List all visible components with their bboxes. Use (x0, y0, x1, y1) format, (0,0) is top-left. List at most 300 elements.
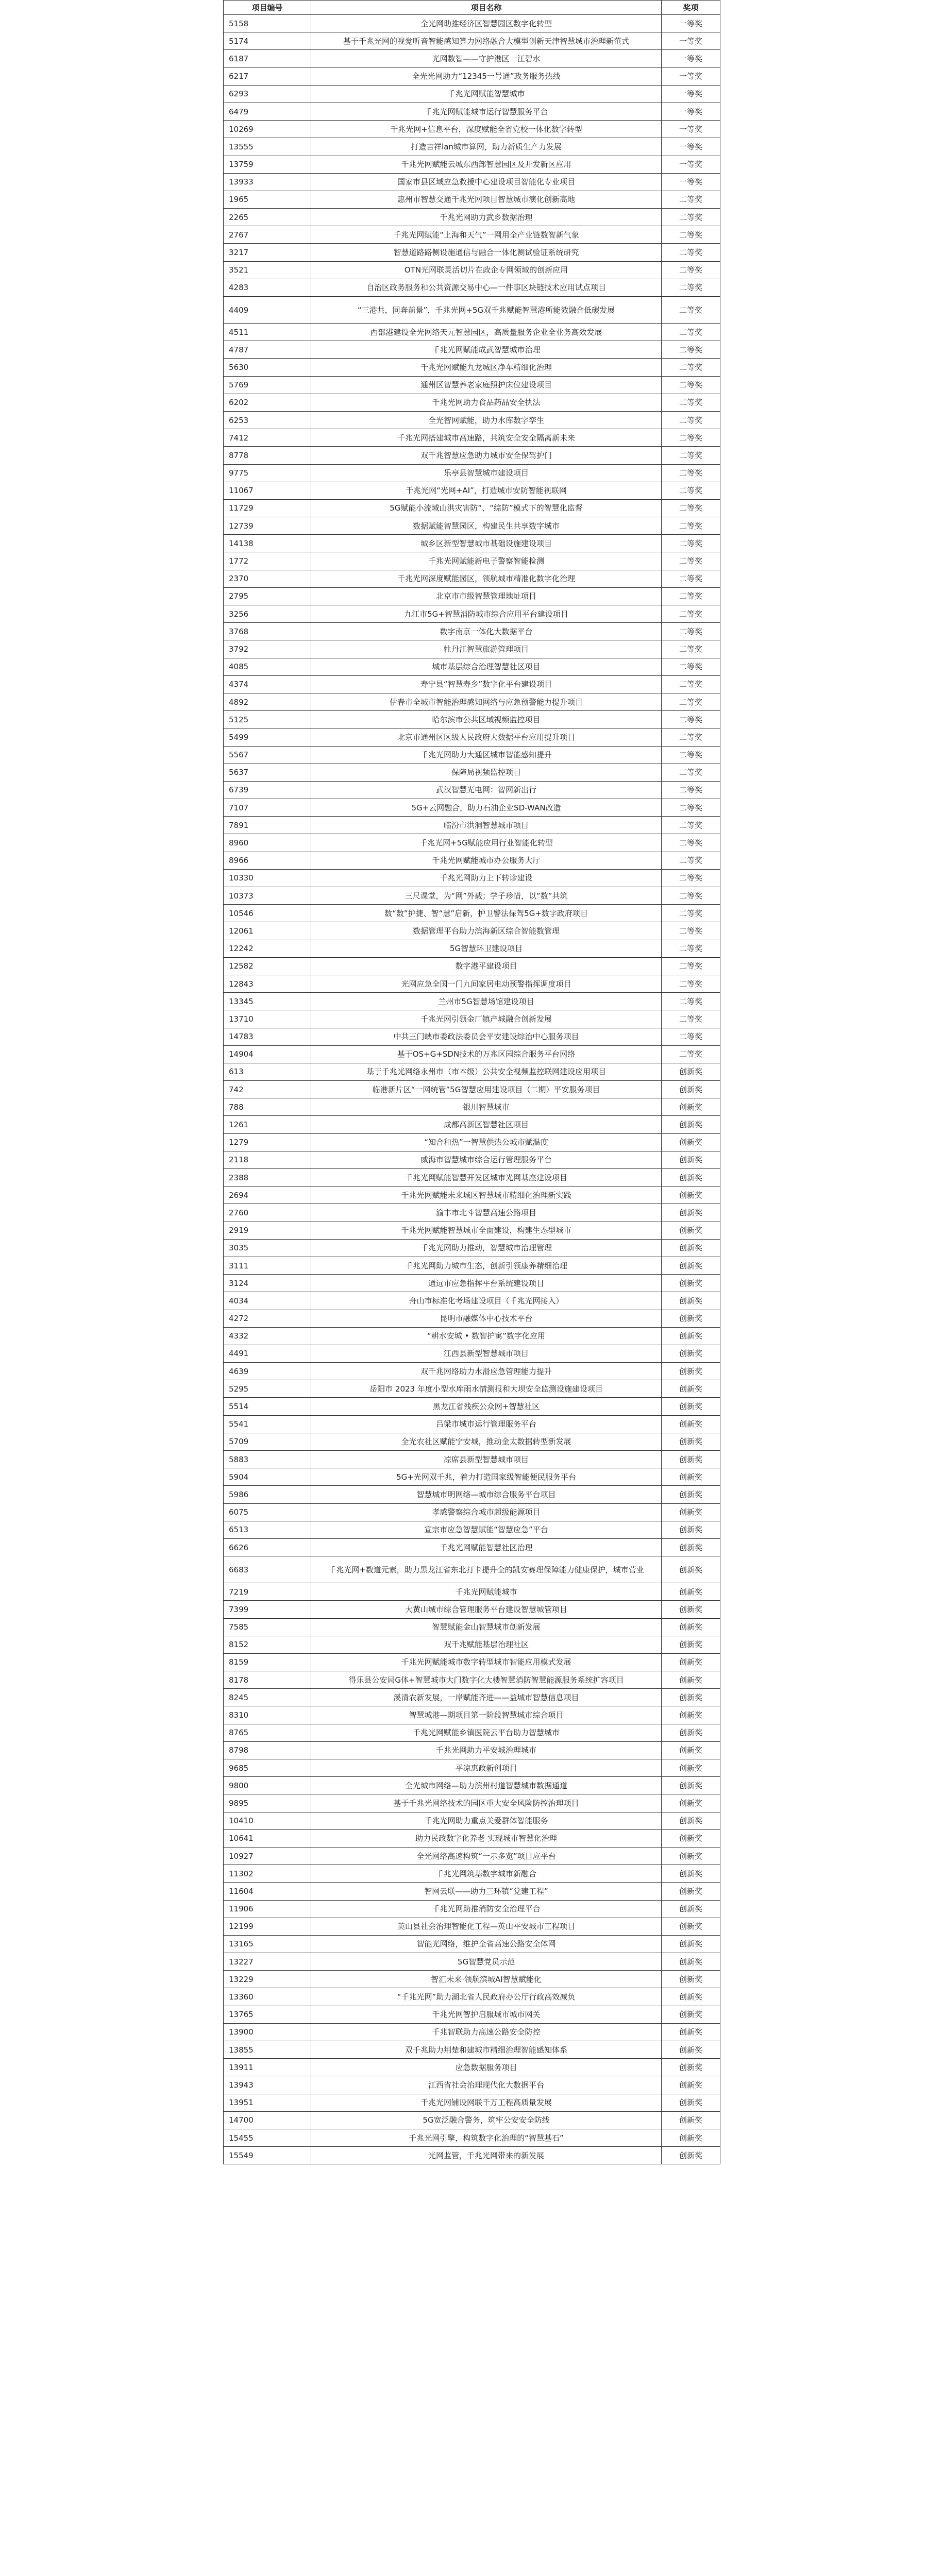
project-name-cell: “三港共，同奔前景”，千兆光网+5G双千兆赋能智慧港所能效融合低碳发展 (311, 297, 662, 324)
project-name-cell: 城乡区新型智慧城市基础设施建设项目 (311, 535, 662, 552)
award-cell: 创新奖 (662, 1503, 720, 1521)
award-cell: 二等奖 (662, 1010, 720, 1028)
project-id-cell: 3217 (224, 244, 311, 261)
award-cell: 一等奖 (662, 103, 720, 120)
award-cell: 创新奖 (662, 2041, 720, 2059)
award-cell: 二等奖 (662, 623, 720, 640)
project-id-cell: 5637 (224, 764, 311, 781)
table-row (224, 1151, 720, 1168)
award-cell: 二等奖 (662, 993, 720, 1010)
award-cell: 创新奖 (662, 1415, 720, 1433)
project-id-cell: 5904 (224, 1468, 311, 1486)
table-row (224, 746, 720, 764)
project-name-cell: 数据管理平台助力滨海新区综合智能数管理 (311, 922, 662, 940)
award-cell: 创新奖 (662, 1759, 720, 1777)
award-cell: 创新奖 (662, 2006, 720, 2023)
table-row (224, 1847, 720, 1865)
project-name-cell: 北京市市级智慧管理地址项目 (311, 587, 662, 605)
table-row (224, 1777, 720, 1794)
project-id-cell: 13360 (224, 1988, 311, 2006)
project-id-cell: 5158 (224, 15, 311, 32)
project-name-cell: 千兆光网赋能九龙城区净车精细化治理 (311, 359, 662, 376)
project-id-cell: 3111 (224, 1257, 311, 1274)
award-cell: 二等奖 (662, 887, 720, 905)
award-cell: 创新奖 (662, 1098, 720, 1116)
award-cell: 二等奖 (662, 376, 720, 394)
table-row (224, 279, 720, 296)
project-id-cell: 13855 (224, 2041, 311, 2059)
table-row (224, 1521, 720, 1538)
award-cell: 二等奖 (662, 640, 720, 658)
table-row (224, 623, 720, 640)
project-id-cell: 6739 (224, 781, 311, 799)
project-name-cell: 5G智慧党员示范 (311, 1953, 662, 1971)
project-id-cell: 13555 (224, 138, 311, 156)
award-cell: 二等奖 (662, 209, 720, 226)
award-cell: 二等奖 (662, 261, 720, 279)
awards-table-container (223, 0, 720, 2164)
project-id-cell: 15549 (224, 2147, 311, 2164)
table-row (224, 2023, 720, 2041)
award-cell: 一等奖 (662, 156, 720, 173)
project-name-cell: 基于千兆光网络技术的园区重大安全风险防控治理项目 (311, 1794, 662, 1812)
project-name-cell: 哈尔滨市公共区域视频监控项目 (311, 711, 662, 728)
award-cell: 创新奖 (662, 1653, 720, 1671)
project-id-cell: 5630 (224, 359, 311, 376)
table-row (224, 2006, 720, 2023)
award-cell: 创新奖 (662, 1601, 720, 1618)
award-cell: 创新奖 (662, 2094, 720, 2111)
project-name-cell: 千兆光网赋能成武智慧城市治理 (311, 341, 662, 359)
project-name-cell: 千兆光网助力武乡数据治理 (311, 209, 662, 226)
project-name-cell: 千兆光网赋能智慧社区治理 (311, 1538, 662, 1556)
table-row (224, 1724, 720, 1741)
table-row (224, 1327, 720, 1345)
project-id-cell: 14138 (224, 535, 311, 552)
table-row (224, 341, 720, 359)
project-name-cell: 成都高新区智慧社区项目 (311, 1116, 662, 1133)
header-award: 奖项 (662, 1, 720, 15)
project-name-cell: 千兆光网引领金厂镇产城融合创新发展 (311, 1010, 662, 1028)
table-row (224, 817, 720, 834)
table-row (224, 1187, 720, 1204)
project-name-cell: 应急数据服务项目 (311, 2059, 662, 2076)
award-cell: 创新奖 (662, 1706, 720, 1724)
project-id-cell: 12843 (224, 975, 311, 992)
project-id-cell: 742 (224, 1081, 311, 1098)
table-row (224, 1706, 720, 1724)
project-id-cell: 7891 (224, 817, 311, 834)
table-row (224, 658, 720, 675)
project-name-cell: 千兆光网助力大通区城市智能感知提升 (311, 746, 662, 764)
table-row (224, 191, 720, 208)
project-id-cell: 10373 (224, 887, 311, 905)
project-name-cell: 5G+光网双千兆，着力打造国家级智能便民服务平台 (311, 1468, 662, 1486)
project-id-cell: 2694 (224, 1187, 311, 1204)
project-id-cell: 5883 (224, 1451, 311, 1468)
awards-table (223, 0, 720, 2164)
award-cell: 创新奖 (662, 1468, 720, 1486)
project-id-cell: 5125 (224, 711, 311, 728)
project-name-cell: 千兆光网赋能智慧开发区城市光网基座建设项目 (311, 1169, 662, 1187)
project-id-cell: 11302 (224, 1865, 311, 1883)
table-row (224, 1812, 720, 1829)
header-project-id: 项目编号 (224, 1, 311, 15)
project-id-cell: 4332 (224, 1327, 311, 1345)
project-name-cell: 5G赋能小流域山洪灾害防“、“综防”模式下的智慧化监督 (311, 499, 662, 517)
project-name-cell: 银川智慧城市 (311, 1098, 662, 1116)
award-cell: 二等奖 (662, 957, 720, 975)
project-name-cell: 全光光网助力“12345一号通”政务服务热线 (311, 67, 662, 85)
award-cell: 二等奖 (662, 852, 720, 869)
table-row (224, 1010, 720, 1028)
award-cell: 一等奖 (662, 32, 720, 50)
project-name-cell: 乐亭县智慧城市建设项目 (311, 464, 662, 482)
award-cell: 创新奖 (662, 1900, 720, 1918)
project-name-cell: 5G+云网融合，助力石油企业SD-WAN改造 (311, 799, 662, 817)
award-cell: 创新奖 (662, 1310, 720, 1327)
table-row (224, 1953, 720, 1971)
table-row (224, 1689, 720, 1706)
table-row (224, 32, 720, 50)
project-id-cell: 6253 (224, 411, 311, 429)
project-name-cell: 千兆光网赋能城市办公服务大厅 (311, 852, 662, 869)
project-id-cell: 4511 (224, 324, 311, 341)
award-cell: 创新奖 (662, 1433, 720, 1450)
table-row (224, 1883, 720, 1900)
project-name-cell: 江西省社会治理现代化大数据平台 (311, 2076, 662, 2094)
award-cell: 创新奖 (662, 1847, 720, 1865)
project-id-cell: 4639 (224, 1363, 311, 1380)
award-cell: 创新奖 (662, 1116, 720, 1133)
project-id-cell: 13900 (224, 2023, 311, 2041)
award-cell: 创新奖 (662, 1486, 720, 1503)
project-id-cell: 8178 (224, 1671, 311, 1689)
project-name-cell: 千兆光网赋能城市数字转型城市智能应用模式发展 (311, 1653, 662, 1671)
award-cell: 创新奖 (662, 1327, 720, 1345)
project-id-cell: 5709 (224, 1433, 311, 1450)
table-row (224, 394, 720, 411)
award-cell: 创新奖 (662, 1671, 720, 1689)
project-id-cell: 4374 (224, 675, 311, 693)
project-name-cell: 千兆光网助力推动，智慧城市治理管理 (311, 1239, 662, 1257)
table-row (224, 429, 720, 447)
award-cell: 二等奖 (662, 552, 720, 570)
project-id-cell: 13345 (224, 993, 311, 1010)
table-row (224, 1116, 720, 1133)
table-row (224, 1971, 720, 1988)
table-row (224, 297, 720, 324)
table-row (224, 1451, 720, 1468)
award-cell: 二等奖 (662, 587, 720, 605)
award-cell: 创新奖 (662, 2111, 720, 2129)
table-row (224, 728, 720, 746)
table-row (224, 209, 720, 226)
award-cell: 创新奖 (662, 1292, 720, 1310)
project-name-cell: 武汉智慧光电网：智网新出行 (311, 781, 662, 799)
award-cell: 创新奖 (662, 1133, 720, 1151)
project-id-cell: 3521 (224, 261, 311, 279)
project-id-cell: 6513 (224, 1521, 311, 1538)
table-row (224, 1503, 720, 1521)
project-id-cell: 13943 (224, 2076, 311, 2094)
project-id-cell: 14700 (224, 2111, 311, 2129)
project-name-cell: 打造吉祥lan城市算网，助力新质生产力发展 (311, 138, 662, 156)
project-name-cell: 千兆光网“光网+AI”，打造城市安防智能视联网 (311, 482, 662, 499)
award-cell: 创新奖 (662, 1063, 720, 1080)
table-row (224, 605, 720, 623)
table-row (224, 1204, 720, 1222)
award-cell: 创新奖 (662, 1169, 720, 1187)
project-name-cell: 英山县社会治理智能化工程—英山平安城市工程项目 (311, 1918, 662, 1935)
project-name-cell: 惠州市智慧交通千兆光网项目智慧城市演化创新高地 (311, 191, 662, 208)
table-row (224, 2111, 720, 2129)
award-cell: 二等奖 (662, 359, 720, 376)
project-name-cell: 智汇未来·领航滨城AI智慧赋能化 (311, 1971, 662, 1988)
project-id-cell: 8966 (224, 852, 311, 869)
project-name-cell: 千兆光网+信息平台，深度赋能全省党校一体化数字转型 (311, 121, 662, 138)
project-id-cell: 12739 (224, 517, 311, 535)
project-name-cell: 千兆光网助力城市生态，创新引领康养精细治理 (311, 1257, 662, 1274)
table-row (224, 799, 720, 817)
project-id-cell: 5514 (224, 1398, 311, 1415)
table-row (224, 993, 720, 1010)
award-cell: 创新奖 (662, 1204, 720, 1222)
table-row (224, 834, 720, 852)
project-name-cell: 智网云联——助力三环镇“党建工程” (311, 1883, 662, 1900)
table-row (224, 1398, 720, 1415)
table-row (224, 552, 720, 570)
project-id-cell: 11729 (224, 499, 311, 517)
table-row (224, 2076, 720, 2094)
table-row (224, 1081, 720, 1098)
project-id-cell: 6217 (224, 67, 311, 85)
project-id-cell: 4085 (224, 658, 311, 675)
project-id-cell: 6293 (224, 85, 311, 103)
award-cell: 创新奖 (662, 1636, 720, 1653)
project-id-cell: 8765 (224, 1724, 311, 1741)
project-id-cell: 2795 (224, 587, 311, 605)
award-cell: 二等奖 (662, 1045, 720, 1063)
project-id-cell: 5567 (224, 746, 311, 764)
award-cell: 二等奖 (662, 905, 720, 922)
award-cell: 二等奖 (662, 499, 720, 517)
table-row (224, 781, 720, 799)
award-cell: 二等奖 (662, 341, 720, 359)
table-row (224, 67, 720, 85)
project-id-cell: 1279 (224, 1133, 311, 1151)
project-name-cell: 千兆光网助力食品药品安全执法 (311, 394, 662, 411)
project-name-cell: 临港新片区“一网统管”5G智慧应用建设项目（二期）平安服务项目 (311, 1081, 662, 1098)
project-id-cell: 4283 (224, 279, 311, 296)
project-name-cell: 智慧城市明网络—城市综合服务平台项目 (311, 1486, 662, 1503)
table-row (224, 85, 720, 103)
award-cell: 创新奖 (662, 2023, 720, 2041)
award-cell: 创新奖 (662, 1741, 720, 1759)
award-cell: 二等奖 (662, 728, 720, 746)
award-cell: 二等奖 (662, 869, 720, 887)
table-row (224, 640, 720, 658)
table-row (224, 1671, 720, 1689)
award-cell: 二等奖 (662, 799, 720, 817)
table-row (224, 711, 720, 728)
table-header-row (224, 1, 720, 15)
project-id-cell: 788 (224, 1098, 311, 1116)
project-name-cell: 城市基层综合治理智慧社区项目 (311, 658, 662, 675)
award-cell: 创新奖 (662, 2059, 720, 2076)
table-row (224, 1292, 720, 1310)
project-name-cell: 中共三门峡市委政法委员会平安建设综治中心服务项目 (311, 1028, 662, 1045)
project-name-cell: 通远市应急指挥平台系统建设项目 (311, 1275, 662, 1292)
table-row (224, 1310, 720, 1327)
project-id-cell: 6626 (224, 1538, 311, 1556)
award-cell: 创新奖 (662, 1724, 720, 1741)
table-row (224, 324, 720, 341)
award-cell: 创新奖 (662, 1363, 720, 1380)
project-name-cell: 千兆光网赋能“上海和天气”一网用全产业链数智新气象 (311, 226, 662, 244)
table-row (224, 905, 720, 922)
table-row (224, 1239, 720, 1257)
project-name-cell: 伊春市全城市智能治理感知网络与应急预警能力提升项目 (311, 693, 662, 710)
award-cell: 二等奖 (662, 226, 720, 244)
project-name-cell: 双千兆赋能基层治理社区 (311, 1636, 662, 1653)
project-name-cell: “知合和热”一智慧供热公城市赋温度 (311, 1133, 662, 1151)
project-name-cell: 光网数智——守护港区一江碧水 (311, 50, 662, 67)
table-row (224, 570, 720, 587)
project-id-cell: 10410 (224, 1812, 311, 1829)
award-cell: 一等奖 (662, 85, 720, 103)
table-row (224, 1028, 720, 1045)
award-cell: 创新奖 (662, 1521, 720, 1538)
table-row (224, 887, 720, 905)
project-id-cell: 3256 (224, 605, 311, 623)
project-name-cell: 光网应急全国一门九间家居电动预警指挥调度项目 (311, 975, 662, 992)
award-cell: 创新奖 (662, 1257, 720, 1274)
project-name-cell: 全光网助推经济区智慧园区数字化转型 (311, 15, 662, 32)
project-id-cell: 8778 (224, 447, 311, 464)
project-id-cell: 6202 (224, 394, 311, 411)
project-id-cell: 9895 (224, 1794, 311, 1812)
table-row (224, 261, 720, 279)
table-row (224, 499, 720, 517)
project-id-cell: 9800 (224, 1777, 311, 1794)
project-id-cell: 8159 (224, 1653, 311, 1671)
project-name-cell: 千兆光网引擎，构筑数字化治理的“智慧基石” (311, 2129, 662, 2146)
table-row (224, 764, 720, 781)
award-cell: 二等奖 (662, 517, 720, 535)
project-id-cell: 12242 (224, 940, 311, 957)
table-row (224, 1468, 720, 1486)
project-name-cell: 千兆光网智护启服城市城市网关 (311, 2006, 662, 2023)
project-name-cell: 得乐县公安局G体+智慧城市大门数字化大楼智慧消防智慧能源服务系统扩容项目 (311, 1671, 662, 1689)
award-cell: 二等奖 (662, 191, 720, 208)
project-name-cell: 牡丹江智慧旅游管理项目 (311, 640, 662, 658)
table-row (224, 1618, 720, 1636)
project-name-cell: 大黄山城市综合管理服务平台建设智慧城管项目 (311, 1601, 662, 1618)
project-name-cell: 数字南京一体化大数据平台 (311, 623, 662, 640)
project-id-cell: 2118 (224, 1151, 311, 1168)
project-id-cell: 8245 (224, 1689, 311, 1706)
award-cell: 创新奖 (662, 1829, 720, 1847)
table-row (224, 1865, 720, 1883)
project-id-cell: 4272 (224, 1310, 311, 1327)
project-id-cell: 1965 (224, 191, 311, 208)
table-row (224, 1169, 720, 1187)
award-cell: 二等奖 (662, 817, 720, 834)
project-name-cell: 光网监管，千兆光网带来的新发展 (311, 2147, 662, 2164)
project-id-cell: 13933 (224, 173, 311, 191)
project-id-cell: 10927 (224, 1847, 311, 1865)
award-cell: 创新奖 (662, 1451, 720, 1468)
project-id-cell: 8960 (224, 834, 311, 852)
table-row (224, 244, 720, 261)
project-name-cell: 全光网络高速构筑“一示多览”项目应平台 (311, 1847, 662, 1865)
project-id-cell: 5986 (224, 1486, 311, 1503)
project-name-cell: 北京市通州区区级人民政府大数据平台应用提升项目 (311, 728, 662, 746)
award-cell: 创新奖 (662, 1883, 720, 1900)
project-id-cell: 7107 (224, 799, 311, 817)
award-cell: 二等奖 (662, 781, 720, 799)
table-row (224, 2041, 720, 2059)
award-cell: 创新奖 (662, 1398, 720, 1415)
award-cell: 创新奖 (662, 1222, 720, 1239)
project-name-cell: 基于千兆光网络永州市（市本级）公共安全视频监控联网建设应用项目 (311, 1063, 662, 1080)
project-id-cell: 13911 (224, 2059, 311, 2076)
award-cell: 二等奖 (662, 535, 720, 552)
project-id-cell: 10641 (224, 1829, 311, 1847)
table-row (224, 1063, 720, 1080)
table-row (224, 1433, 720, 1450)
award-cell: 二等奖 (662, 693, 720, 710)
project-id-cell: 1772 (224, 552, 311, 570)
table-row (224, 2129, 720, 2146)
project-name-cell: 江西县新型智慧城市项目 (311, 1345, 662, 1362)
project-name-cell: 双千兆智慧应急助力城市安全保驾护门 (311, 447, 662, 464)
project-id-cell: 5174 (224, 32, 311, 50)
project-name-cell: 千兆光网赋能未来城区智慧城市精细化治理新实践 (311, 1187, 662, 1204)
table-row (224, 1829, 720, 1847)
project-name-cell: 保障局视频监控项目 (311, 764, 662, 781)
project-name-cell: 溪清农新发展，一岸赋能齐进——益城市智慧信息项目 (311, 1689, 662, 1706)
award-cell: 二等奖 (662, 940, 720, 957)
award-cell: 创新奖 (662, 1777, 720, 1794)
table-row (224, 1222, 720, 1239)
award-cell: 二等奖 (662, 1028, 720, 1045)
award-cell: 创新奖 (662, 1812, 720, 1829)
award-cell: 创新奖 (662, 2076, 720, 2094)
project-name-cell: 5G智慧环卫建设项目 (311, 940, 662, 957)
table-row (224, 50, 720, 67)
award-cell: 创新奖 (662, 1935, 720, 1953)
table-row (224, 535, 720, 552)
project-id-cell: 7585 (224, 1618, 311, 1636)
project-id-cell: 613 (224, 1063, 311, 1080)
project-name-cell: 昆明市融媒体中心技术平台 (311, 1310, 662, 1327)
project-name-cell: 国家市县区域应急救援中心建设项目智能化专业项目 (311, 173, 662, 191)
project-name-cell: 兰州市5G智慧场馆建设项目 (311, 993, 662, 1010)
project-id-cell: 10330 (224, 869, 311, 887)
project-name-cell: 基于OS+G+SDN技术的万兆区园综合服务平台网络 (311, 1045, 662, 1063)
project-id-cell: 2919 (224, 1222, 311, 1239)
table-row (224, 1098, 720, 1116)
table-row (224, 975, 720, 992)
project-id-cell: 2265 (224, 209, 311, 226)
table-row (224, 852, 720, 869)
award-cell: 二等奖 (662, 244, 720, 261)
table-row (224, 675, 720, 693)
project-id-cell: 13759 (224, 156, 311, 173)
project-id-cell: 4409 (224, 297, 311, 324)
